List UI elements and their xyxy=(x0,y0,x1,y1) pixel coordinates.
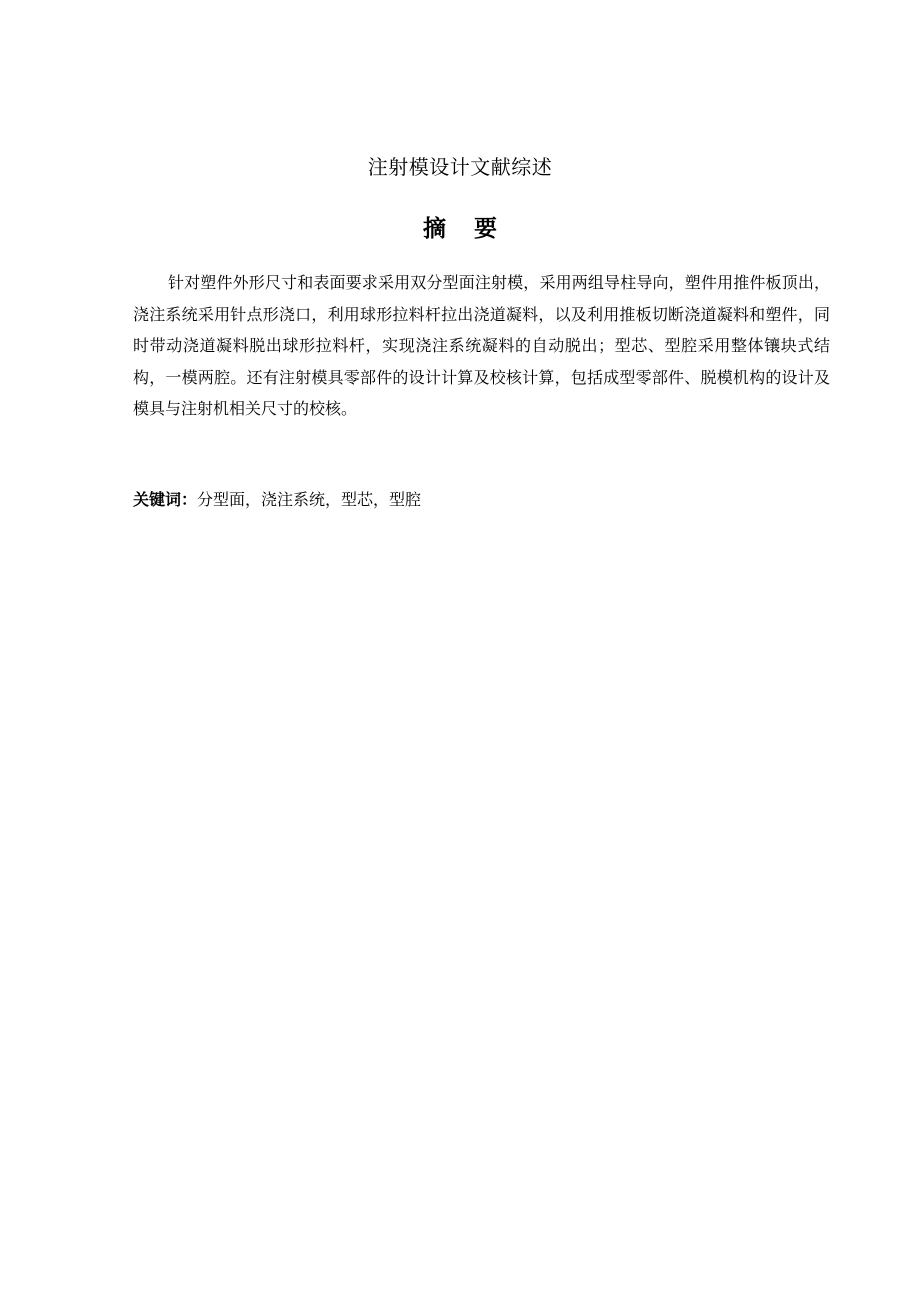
keywords-line xyxy=(133,486,830,514)
keywords-value: 分型面，浇注系统，型芯，型腔 xyxy=(197,490,422,509)
keywords-label: 关键词： xyxy=(133,490,198,509)
abstract-heading: 摘要 xyxy=(423,216,525,242)
document-title: 注射模设计文献综述 xyxy=(367,155,553,179)
abstract-body: 针对塑件外形尺寸和表面要求采用双分型面注射模，采用两组导柱导向，塑件用推件板顶出，浇注系统采用针点形浇口，利用球形拉料杆拉出浇道凝料，以及利用推板切断浇道凝料和塑件，同时带动浇道凝料脱出球形拉料杆，实现浇注系统凝料的自动脱出；型芯、型腔采用整体镶块式结构，一模两腔。还有注射模具零部件的设计计算及校核计算，包括成型零部件、脱模机构的设计及模具与注射机相关尺寸的校核。 xyxy=(133,273,830,418)
